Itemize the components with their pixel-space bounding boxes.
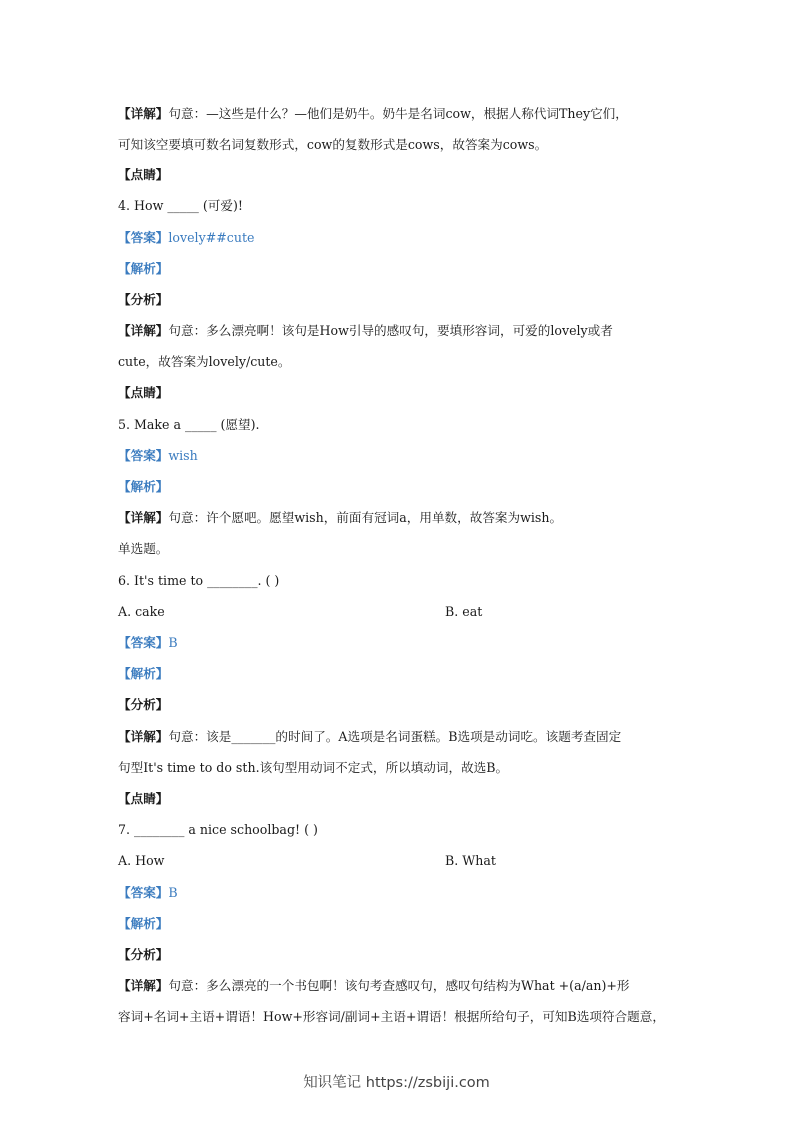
analysis-sub-heading: 【分析】 (118, 697, 169, 712)
section-title: 单选题。 (118, 541, 169, 556)
question-7: 7. ________ a nice schoolbag! ( ) (118, 822, 318, 837)
detail-text-line: 【详解】句意：—这些是什么？—他们是奶牛。奶牛是名词cow，根据人称代词They它们， (118, 106, 628, 121)
analysis-heading (118, 260, 678, 278)
section-tag: 【答案】 (118, 885, 169, 900)
detail-text-line: 可知该空要填可数名词复数形式，cow的复数形式是cows，故答案为cows。 (118, 137, 548, 152)
option-row (118, 852, 678, 870)
section-tag: 【详解】 (118, 106, 169, 121)
detail-text-line: 【详解】句意：许个愿吧。愿望wish，前面有冠词a，用单数，故答案为wish。 (118, 510, 563, 525)
section-tag: 【详解】 (118, 729, 169, 744)
analysis-sub-heading: 【分析】 (118, 947, 169, 962)
section-tag: 【答案】 (118, 448, 169, 463)
option-b: B. What (445, 853, 496, 868)
section-tag: 【答案】 (118, 230, 169, 245)
detail-text-line: 【详解】句意：该是_______的时间了。A选项是名词蛋糕。B选项是动词吃。该题考查固定 (118, 729, 622, 744)
analysis-heading (118, 665, 678, 683)
section-tag: 【解析】 (118, 916, 169, 931)
footer-watermark[interactable]: 知识笔记 https://zsbiji.com (303, 1075, 490, 1091)
analysis-heading (118, 478, 678, 496)
section-tag: 【解析】 (118, 479, 169, 494)
question-5: 5. Make a _____ (愿望). (118, 417, 260, 432)
section-tag: 【详解】 (118, 323, 169, 338)
tip-heading: 【点睛】 (118, 791, 169, 806)
detail-text-line: 【详解】句意：多么漂亮啊！该句是How引导的感叹句，要填形容词，可爱的lovely或者 (118, 323, 613, 338)
detail-text-line: cute，故答案为lovely/cute。 (118, 354, 291, 369)
option-row (118, 603, 678, 621)
section-tag: 【解析】 (118, 666, 169, 681)
analysis-sub-heading: 【分析】 (118, 292, 169, 307)
option-b: B. eat (445, 604, 483, 619)
detail-text-line: 容词+名词+主语+谓语！How+形容词/副词+主语+谓语！根据所给句子，可知B选项符合题意， (118, 1009, 665, 1024)
section-tag: 【详解】 (118, 978, 169, 993)
tip-heading: 【点睛】 (118, 167, 169, 182)
answer-line: 【答案】B (118, 885, 178, 900)
question-6: 6. It's time to ________. ( ) (118, 573, 280, 588)
detail-text-line: 句型It's time to do sth.该句型用动词不定式，所以填动词，故选B。 (118, 760, 509, 775)
option-a: A. How (118, 853, 165, 868)
detail-text-line: 【详解】句意：多么漂亮的一个书包啊！该句考查感叹句，感叹句结构为What +(a/an)+形 (118, 978, 630, 993)
section-tag: 【答案】 (118, 635, 169, 650)
answer-line: 【答案】wish (118, 448, 198, 463)
option-a: A. cake (118, 604, 165, 619)
question-4: 4. How _____ (可爱)! (118, 198, 243, 213)
answer-line: 【答案】B (118, 635, 178, 650)
tip-heading: 【点睛】 (118, 385, 169, 400)
section-tag: 【解析】 (118, 261, 169, 276)
section-tag: 【详解】 (118, 510, 169, 525)
analysis-heading (118, 915, 678, 933)
answer-line: 【答案】lovely##cute (118, 230, 255, 245)
